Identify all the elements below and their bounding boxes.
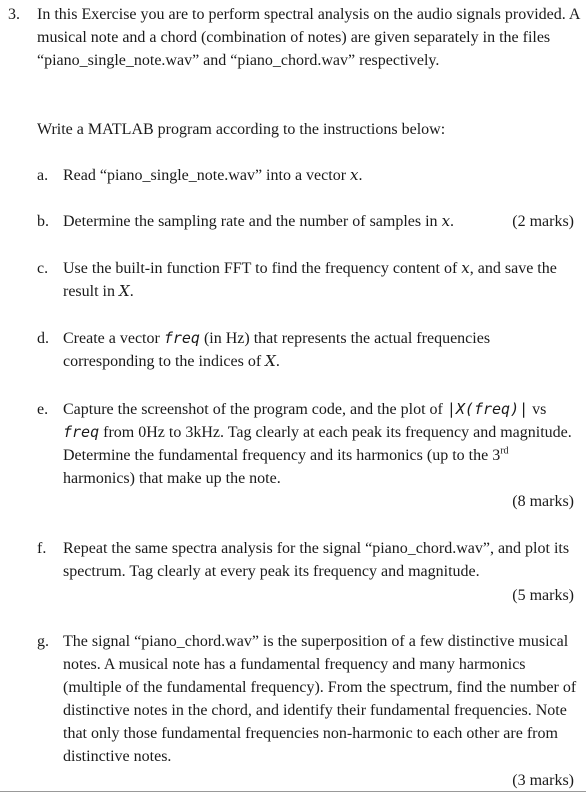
question-instruction: Write a MATLAB program according to the instructions below: bbox=[37, 121, 446, 138]
item-c-var-x: x bbox=[461, 259, 470, 277]
item-e-expr: |X(freq)| bbox=[446, 400, 529, 418]
item-e-text-2: vs bbox=[528, 401, 547, 418]
item-c-text-2: , and save the result in bbox=[63, 260, 557, 300]
item-a-label: a. bbox=[37, 167, 49, 184]
item-b-text-2: . bbox=[450, 213, 455, 230]
item-d-label: d. bbox=[37, 330, 49, 347]
item-b-text-1: Determine the sampling rate and the number of samples in bbox=[63, 213, 442, 230]
item-f-label: f. bbox=[37, 540, 47, 557]
item-e-text bbox=[63, 398, 582, 490]
item-c-label: c. bbox=[37, 260, 49, 277]
item-e-sup: rd bbox=[500, 445, 509, 457]
item-f-marks: (5 marks) bbox=[512, 587, 574, 604]
item-g-text: The signal “piano_chord.wav” is the superposition of a few distinctive musical notes. A musical note has a fundamental frequency and many harmonics (multiple of the fundamental frequency). From the spectrum, find the number of distinctive notes in the chord, and identify their fundamental frequencies. Note that only those fundamental frequencies non-harmonic to each other are from distinctive notes. bbox=[63, 633, 577, 765]
item-e-marks: (8 marks) bbox=[512, 493, 574, 510]
item-b-marks: (2 marks) bbox=[512, 213, 574, 230]
item-e-text-4: harmonics) that make up the note. bbox=[63, 470, 281, 487]
item-f-text: Repeat the same spectra analysis for the signal “piano_chord.wav”, and plot its spectrum. Tag clearly at every peak its frequency and magnitude. bbox=[63, 540, 570, 580]
item-a-var-x: x bbox=[350, 166, 359, 184]
item-c-text-1: Use the built-in function FFT to find the frequency content of bbox=[63, 260, 462, 277]
question-intro: In this Exercise you are to perform spectral analysis on the audio signals provided. A musical note and a chord (combination of notes) are given separately in the files “piano_single_note.wav” and “piano_chord.wav” respectively. bbox=[37, 6, 580, 69]
item-b-var-x: x bbox=[441, 212, 451, 230]
item-g-label: g. bbox=[37, 633, 49, 650]
item-e-var-freq: freq bbox=[63, 423, 100, 441]
item-c-text-3: . bbox=[129, 283, 134, 300]
page-bottom-divider bbox=[0, 791, 586, 792]
item-d-var-X: X bbox=[265, 352, 276, 370]
item-d-text bbox=[63, 327, 582, 373]
item-g-marks: (3 marks) bbox=[512, 772, 574, 789]
item-a-text-2: . bbox=[358, 167, 363, 184]
item-b-label: b. bbox=[37, 213, 49, 230]
item-d-text-3: . bbox=[275, 353, 280, 370]
item-e-label: e. bbox=[37, 401, 49, 418]
item-b-text bbox=[63, 210, 582, 233]
question-number: 3. bbox=[8, 6, 20, 23]
item-e-text-1: Capture the screenshot of the program code, and the plot of bbox=[63, 401, 447, 418]
item-a-text-1: Read “piano_single_note.wav” into a vector bbox=[63, 167, 351, 184]
item-d-var-freq: freq bbox=[163, 329, 200, 347]
item-d-text-1: Create a vector bbox=[63, 330, 164, 347]
item-d-text-2: (in Hz) that represents the actual frequencies corresponding to the indices of bbox=[63, 330, 491, 370]
item-c-text bbox=[63, 257, 582, 303]
item-a-text bbox=[63, 164, 582, 187]
item-c-var-X: X bbox=[119, 282, 130, 300]
item-e-text-3: from 0Hz to 3kHz. Tag clearly at each peak its frequency and magnitude. Determine the fundamental frequency and its harmonics (up to the 3 bbox=[63, 424, 572, 464]
